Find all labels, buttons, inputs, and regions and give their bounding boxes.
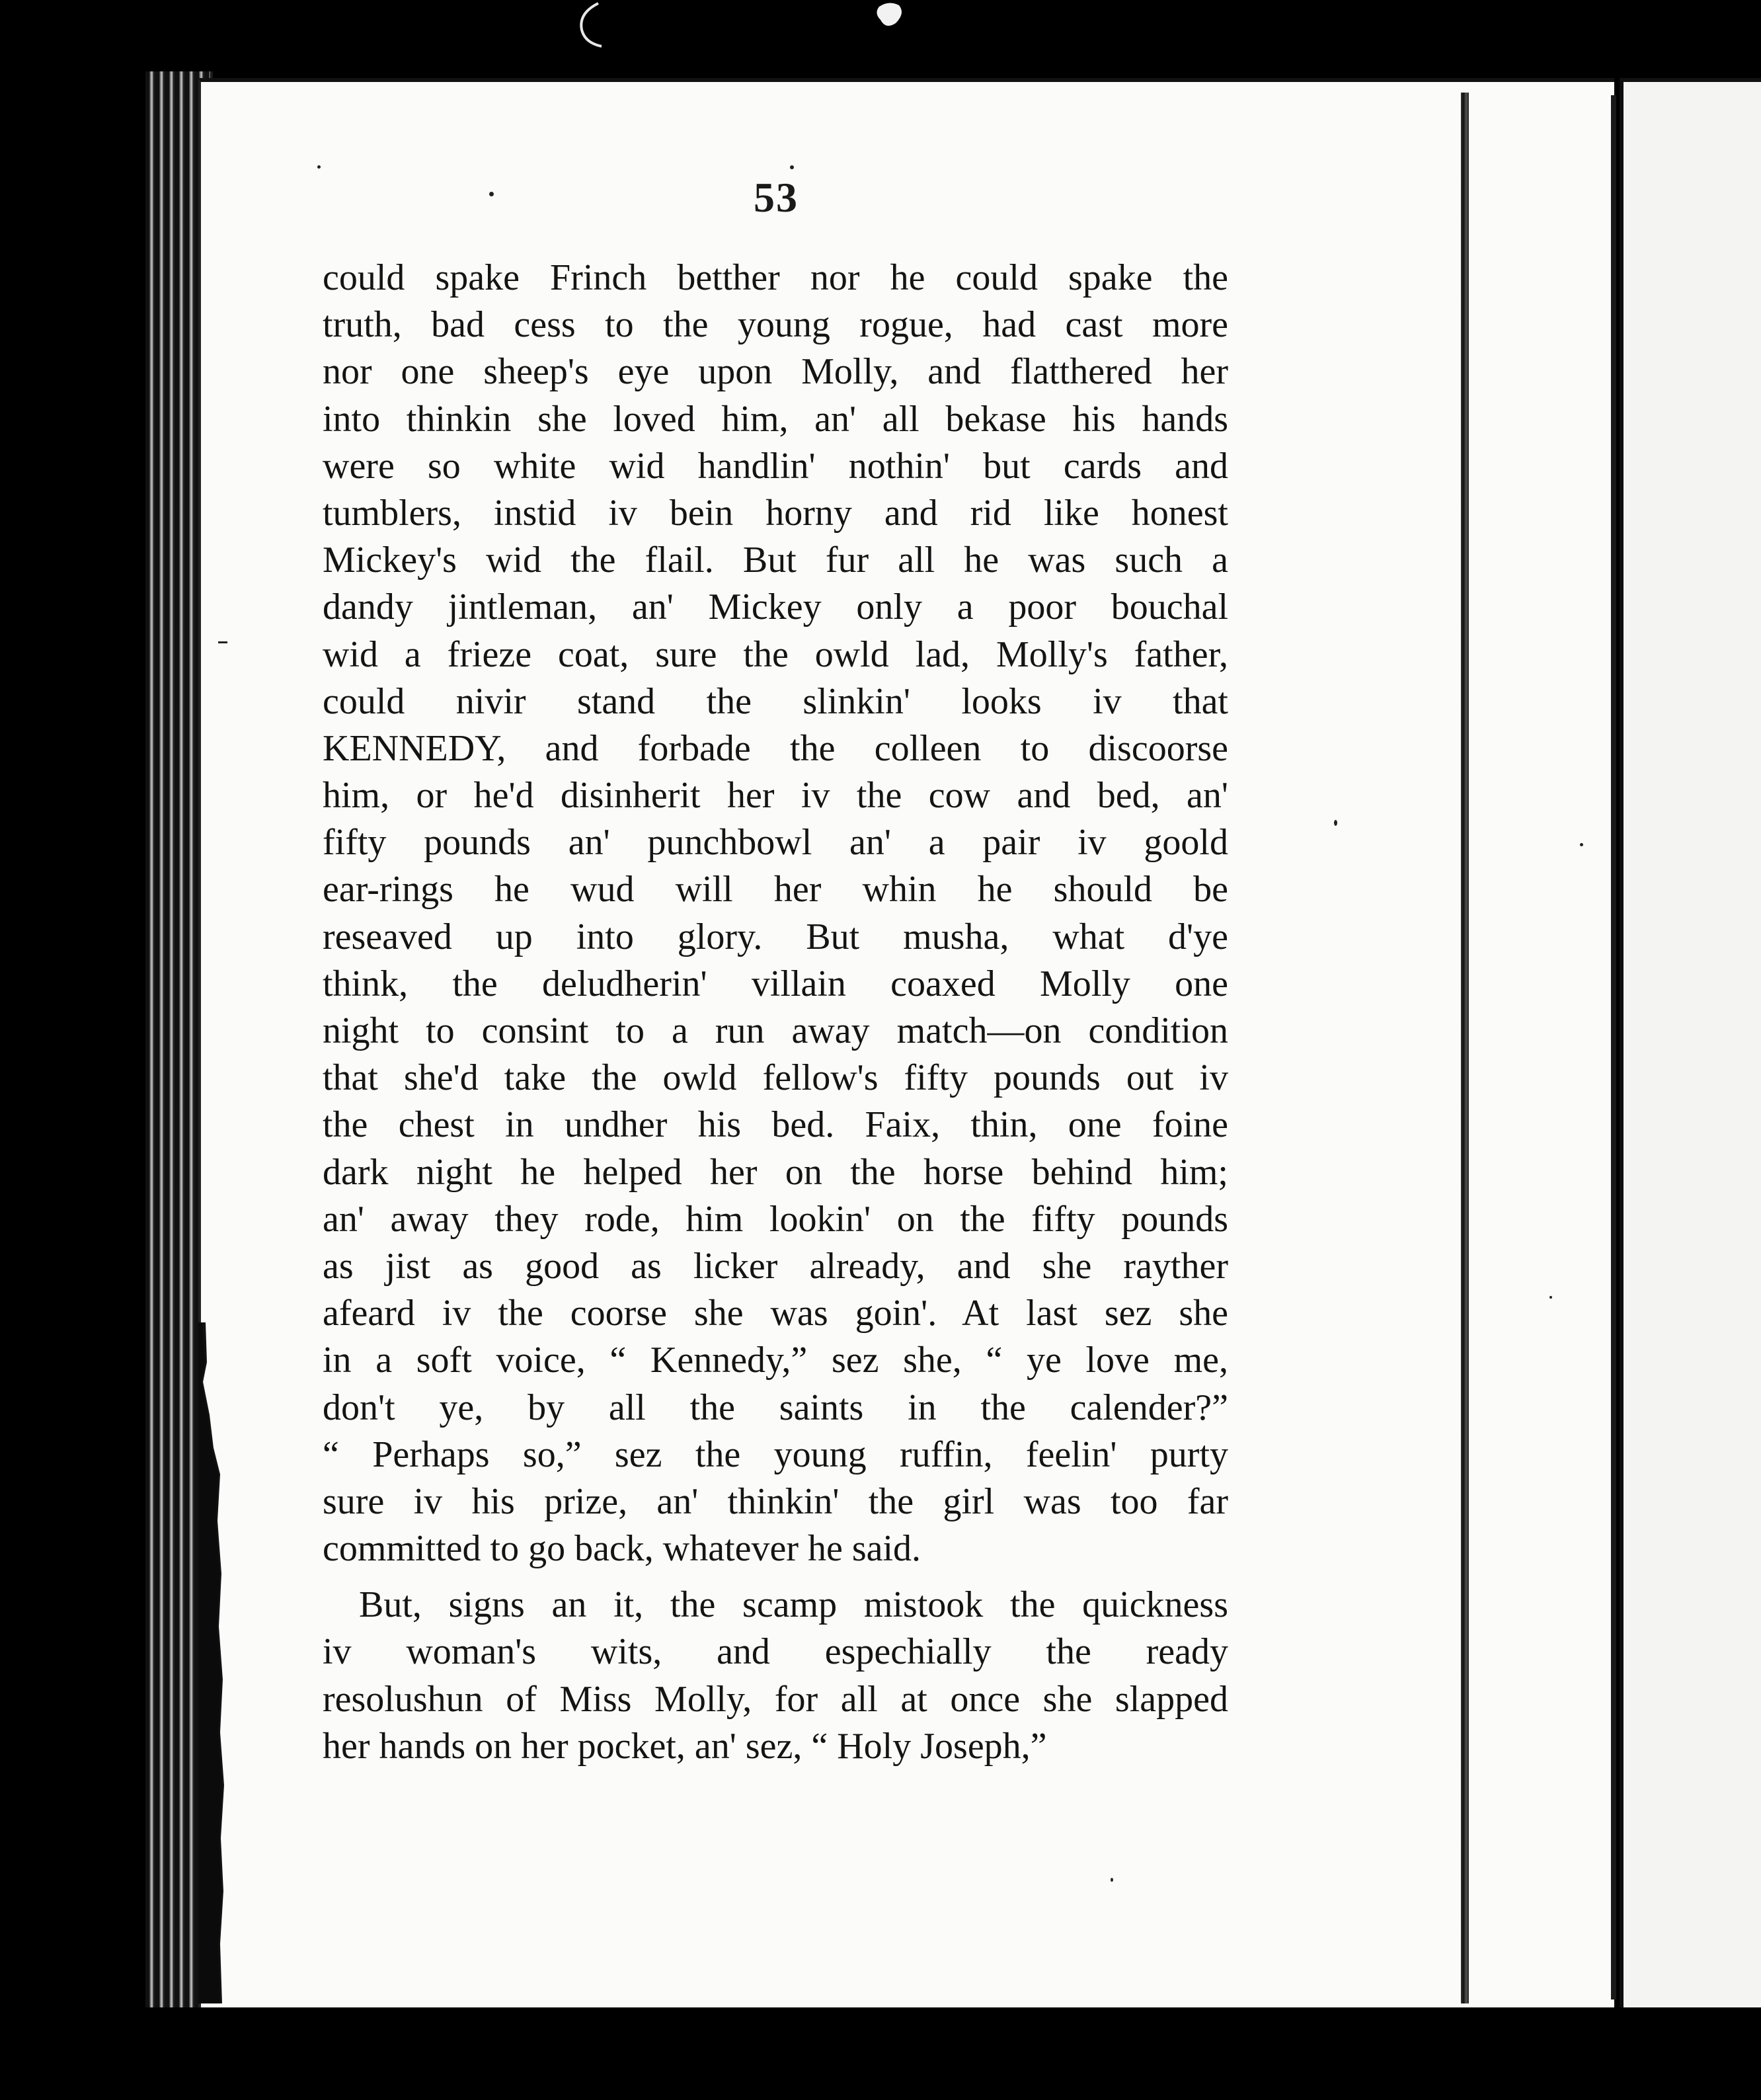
adjacent-page-edge [1611,95,1616,1999]
body-text [323,255,1228,1770]
paragraph-gap [323,1572,1228,1582]
text-line: wid a frieze coat, sure the owld lad, Molly's father, [323,633,1228,675]
text-line: in a soft voice, “ Kennedy,” sez she, “ ye love me, [323,1340,1228,1381]
text-line: committed to go back, whatever he said. [323,1528,921,1570]
print-speck [317,165,321,169]
text-line: don't ye, by all the saints in the calender?” [323,1387,1228,1428]
text-line: reseaved up into glory. But musha, what d'ye [323,916,1228,957]
text-line: dandy jintleman, an' Mickey only a poor bouchal [323,586,1228,628]
text-line: truth, bad cess to the young rogue, had cast more [323,304,1228,346]
text-line: her hands on her pocket, an' sez, “ Holy Joseph,” [323,1725,1047,1767]
text-line: night to consint to a run away match—on condition [323,1010,1228,1051]
text-line: iv woman's wits, and espechially the ready [323,1631,1228,1673]
book-gutter [1461,93,1469,2003]
text-line: think, the deludherin' villain coaxed Molly one [323,963,1228,1004]
text-line: were so white wid handlin' nothin' but cards and [323,445,1228,487]
print-speck [1549,1296,1552,1299]
text-line: the chest in undher his bed. Faix, thin, one foine [323,1104,1228,1146]
text-line: an' away they rode, him lookin' on the fifty pounds [323,1198,1228,1240]
print-speck [1580,843,1583,846]
text-line: afeard iv the coorse she was goin'. At last sez she [323,1293,1228,1334]
torn-margin-icon [198,1322,225,2003]
text-line: that she'd take the owld fellow's fifty pounds out iv [323,1057,1228,1099]
text-line: as jist as good as licker already, and she rayther [323,1245,1228,1287]
text-line: could spake Frinch betther nor he could spake the [323,257,1228,298]
text-line: could nivir stand the slinkin' looks iv that [323,680,1228,722]
adjacent-page [1469,78,1614,2011]
bracket-mark-icon [568,0,608,53]
scan-bottom-margin [0,2007,1761,2100]
print-speck [489,192,494,196]
text-line: But, signs an it, the scamp mistook the quickness [359,1584,1228,1626]
text-line: fifty pounds an' punchbowl an' a pair iv goold [323,822,1228,864]
text-line: “ Perhaps so,” sez the young ruffin, feelin' purty [323,1434,1228,1475]
text-line: into thinkin she loved him, an' all bekase his hands [323,398,1228,440]
print-speck [1111,1878,1113,1882]
print-speck [790,165,794,169]
ink-blot-icon [866,0,919,40]
print-speck [218,641,227,643]
facing-page-strip [1620,78,1761,2011]
text-line: dark night he helped her on the horse behind him; [323,1151,1228,1193]
text-line: ear-rings he wud will her whin he should be [323,869,1228,910]
text-line: resolushun of Miss Molly, for all at once she slapped [323,1678,1228,1720]
text-line: tumblers, instid iv bein horny and rid like honest [323,492,1228,534]
text-line: nor one sheep's eye upon Molly, and flatthered her [323,351,1228,393]
text-line: him, or he'd disinherit her iv the cow and bed, an' [323,775,1228,817]
print-speck [1334,820,1337,826]
text-line: Mickey's wid the flail. But fur all he was such a [323,540,1228,581]
page-number: 53 [754,174,799,221]
text-line: KENNEDY, and forbade the colleen to discoorse [323,727,1228,769]
text-line: sure iv his prize, an' thinkin' the girl was too far [323,1480,1228,1522]
